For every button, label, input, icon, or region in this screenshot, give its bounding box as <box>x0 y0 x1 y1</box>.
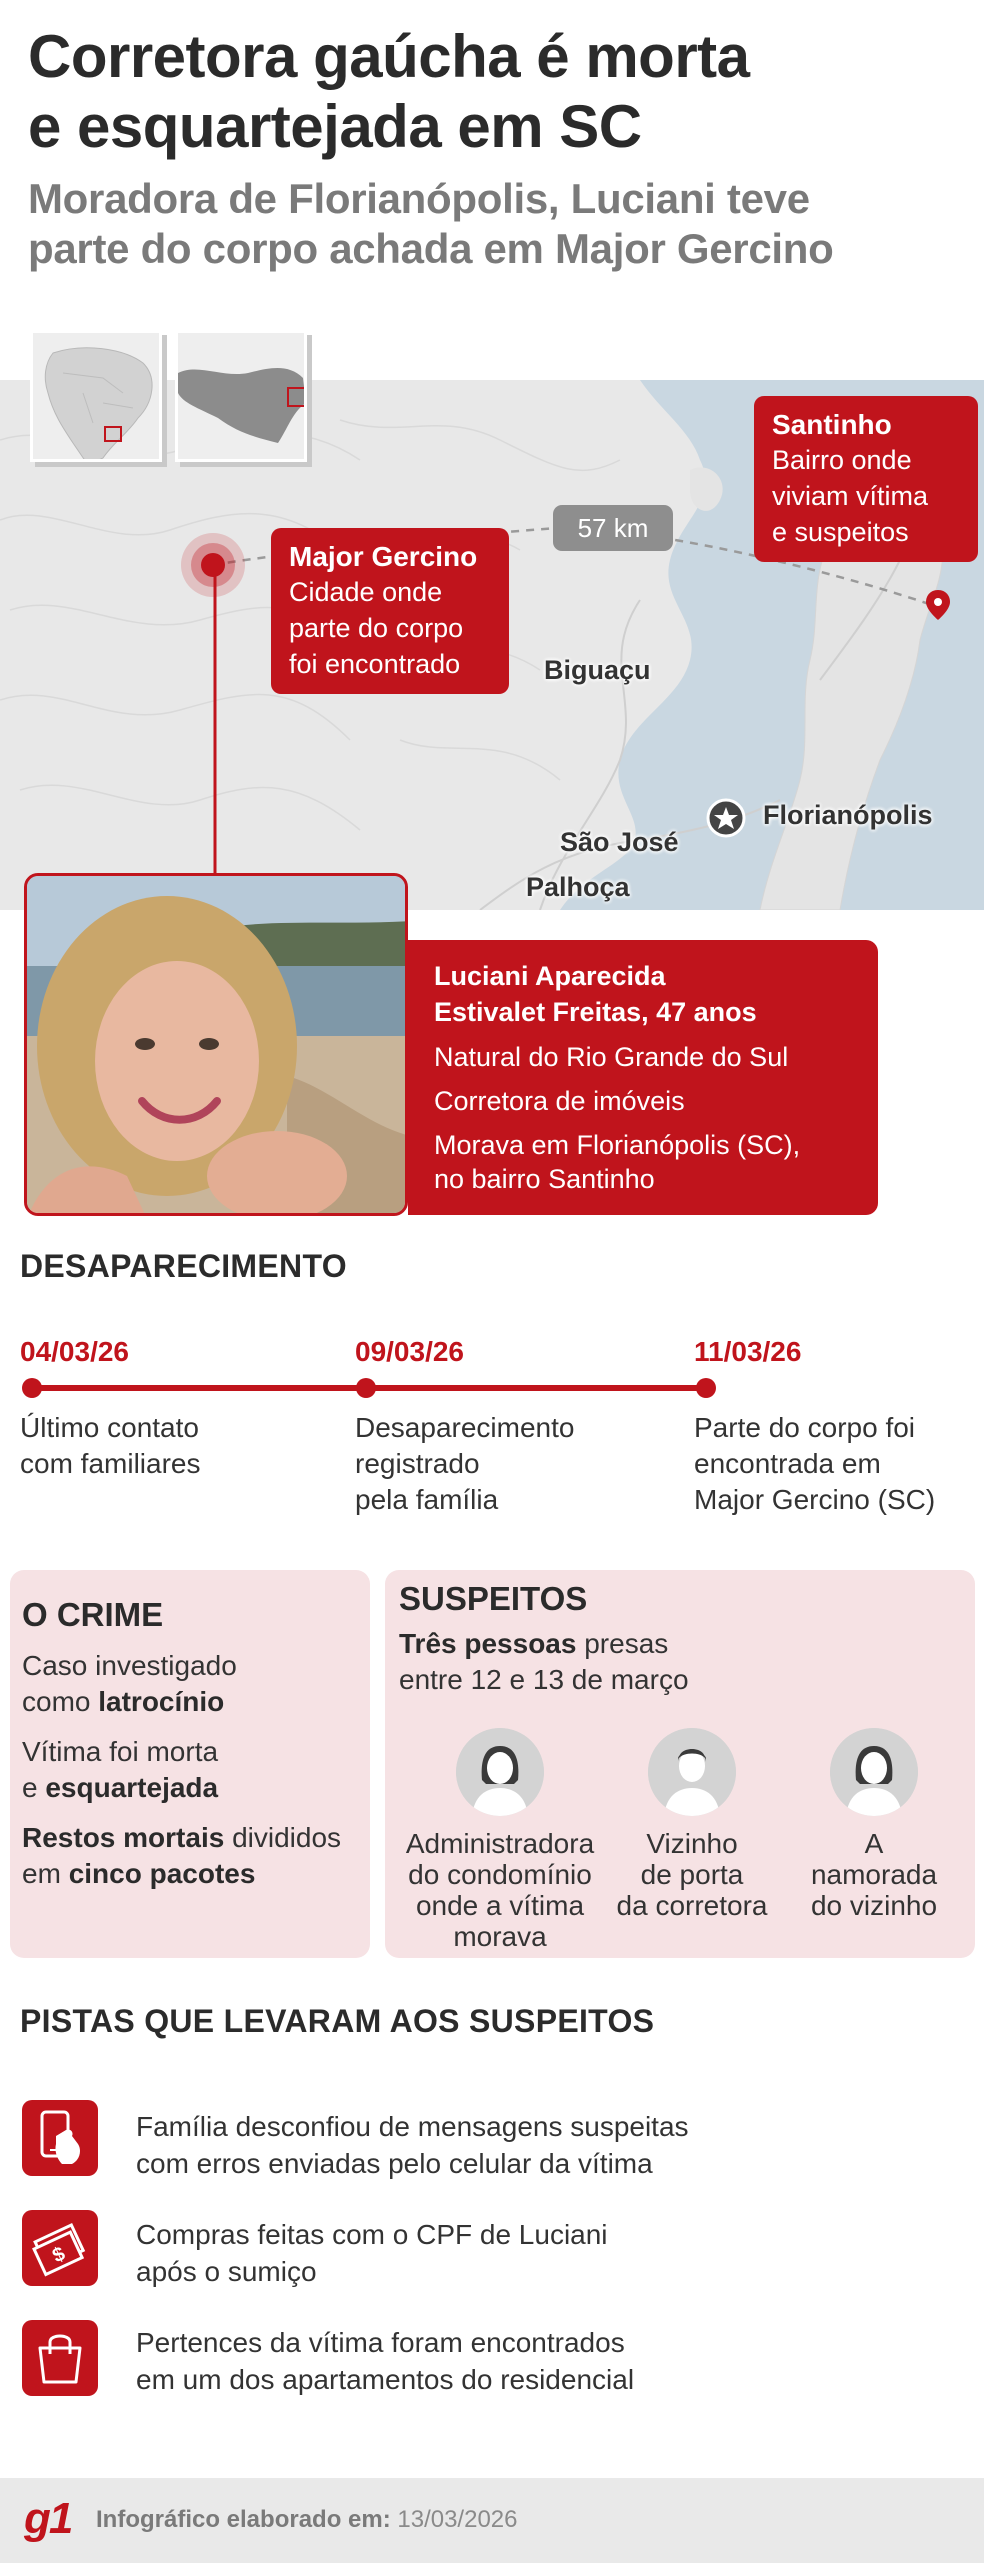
money-icon <box>22 2210 98 2286</box>
victim-fact-home: Morava em Florianópolis (SC), no bairro Santinho <box>434 1130 801 1194</box>
victim-photo <box>24 873 408 1216</box>
timeline-title: DESAPARECIMENTO <box>20 1248 347 1284</box>
timeline-event-1: Último contato com familiares <box>20 1412 201 1479</box>
map-label-palhoca: Palhoça <box>526 872 630 902</box>
clue-purchases: Compras feitas com o CPF de Luciani após o sumiço <box>136 2219 608 2287</box>
suspect-administrator: Administradora do condomínio onde a vítima morava <box>395 1728 605 1952</box>
victim-info-card <box>408 940 878 1215</box>
timeline-dot-2 <box>356 1378 376 1398</box>
timeline-date-3: 11/03/26 <box>694 1336 802 1367</box>
female-avatar-icon <box>830 1728 918 1816</box>
page-title: Corretora gaúcha é morta e esquartejada em SC <box>28 23 750 160</box>
timeline-dot-1 <box>22 1378 42 1398</box>
suspect-neighbor: Vizinho de porta da corretora <box>607 1728 777 1921</box>
svg-text:$: $ <box>49 2242 69 2268</box>
male-avatar-icon <box>648 1728 736 1816</box>
inset-map-brazil <box>30 330 162 462</box>
footer <box>0 2478 984 2563</box>
map-label-sao-jose: São José <box>560 827 679 857</box>
callout-major-gercino: Major Gercino Cidade onde parte do corpo foi encontrado <box>271 528 509 694</box>
page-subtitle: Moradora de Florianópolis, Luciani teve parte do corpo achada em Major Gercino <box>28 175 834 272</box>
clue-messages: Família desconfiou de mensagens suspeitas com erros enviadas pelo celular da vítima <box>136 2111 689 2179</box>
crime-fact-victim: Vítima foi morta e esquartejada <box>22 1736 219 1803</box>
map-label-biguacu: Biguaçu <box>544 655 651 685</box>
suspects-intro: Três pessoas presas entre 12 e 13 de março <box>399 1628 689 1695</box>
phone-hand-icon <box>22 2100 98 2176</box>
victim-fact-job: Corretora de imóveis <box>434 1086 685 1116</box>
distance-badge: 57 km <box>553 505 673 551</box>
map-label-florianopolis: Florianópolis <box>763 800 933 830</box>
timeline-event-2: Desaparecimento registrado pela família <box>355 1412 575 1515</box>
female-avatar-icon <box>456 1728 544 1816</box>
victim-fact-origin: Natural do Rio Grande do Sul <box>434 1042 789 1072</box>
suspect-girlfriend: A namorada do vizinho <box>789 1728 959 1921</box>
suspects-panel <box>385 1570 975 1958</box>
clue-belongings: Pertences da vítima foram encontrados em um dos apartamentos do residencial <box>136 2327 635 2395</box>
timeline-date-2: 09/03/26 <box>355 1336 464 1367</box>
timeline-dot-3 <box>696 1378 716 1398</box>
inset-map-santa-catarina <box>175 330 307 462</box>
shopping-bag-icon <box>22 2320 98 2396</box>
footer-credit: Infográfico elaborado em: 13/03/2026 <box>96 2506 518 2533</box>
timeline-date-1: 04/03/26 <box>20 1336 129 1367</box>
crime-fact-investigation: Caso investigado como latrocínio <box>22 1650 237 1717</box>
victim-name: Luciani Aparecida Estivalet Freitas, 47 anos <box>434 961 757 1027</box>
g1-logo: g1 <box>24 2494 72 2543</box>
crime-fact-remains: Restos mortais divididos em cinco pacotes <box>22 1822 342 1889</box>
clues-title: PISTAS QUE LEVARAM AOS SUSPEITOS <box>20 2003 655 2039</box>
timeline-event-3: Parte do corpo foi encontrada em Major Gercino (SC) <box>694 1412 936 1515</box>
callout-santinho: Santinho Bairro onde viviam vítima e suspeitos <box>754 396 978 562</box>
suspects-title: SUSPEITOS <box>399 1580 588 1617</box>
crime-title: O CRIME <box>22 1596 164 1633</box>
crime-panel <box>10 1570 370 1958</box>
